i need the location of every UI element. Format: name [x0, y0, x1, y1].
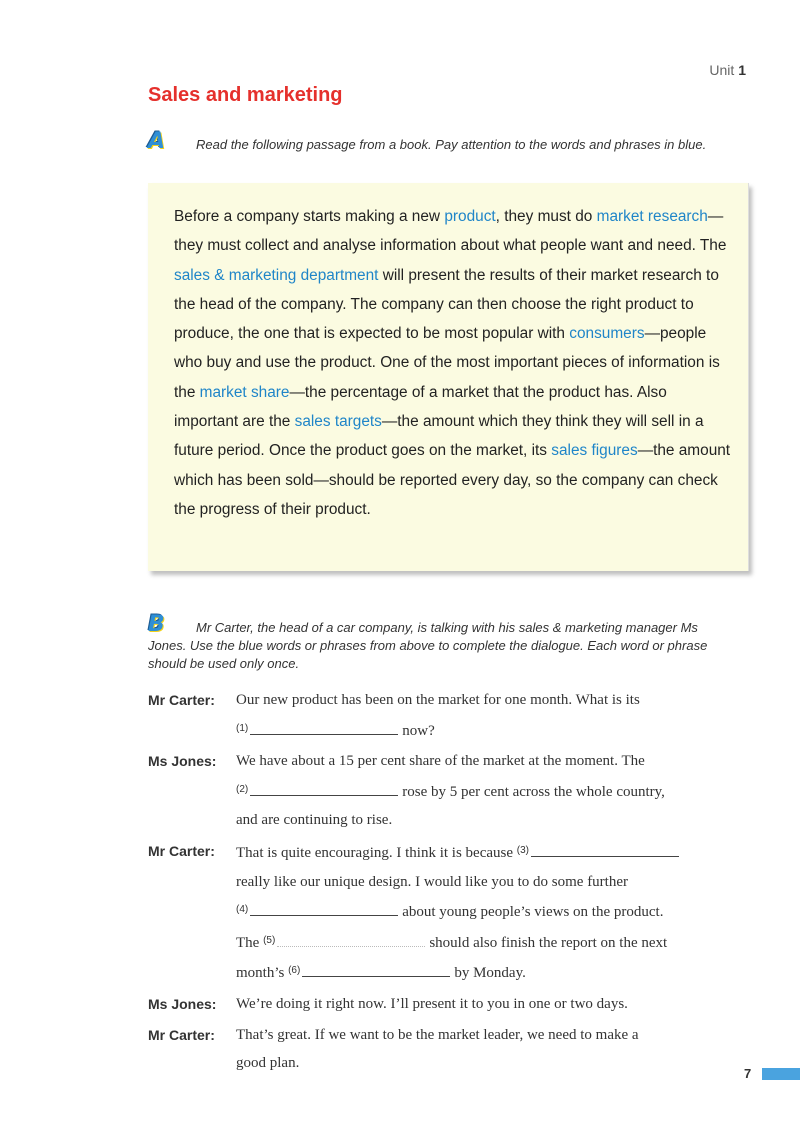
section-b-instruction-text: Mr Carter, the head of a car company, is talking with his sales & marketing manager Ms Jones. Use the blue words or phrases from above to complete the dialogue. Each word or phrase should be used only once.	[148, 620, 708, 671]
keyword-phrase: sales targets	[294, 413, 382, 431]
answer-blank[interactable]	[250, 785, 398, 796]
dialogue-turn	[148, 747, 738, 835]
passage-text: —people who buy and use the product. One of the most important pieces of information is the	[174, 325, 720, 401]
dialogue-text: month’s	[236, 965, 289, 982]
keyword-phrase: consumers	[569, 325, 645, 343]
answer-blank[interactable]	[302, 966, 450, 977]
passage-text: —the percentage of a market that the product has. Also important are the	[174, 383, 667, 431]
speaker-name: Ms Jones:	[148, 753, 217, 770]
dialogue-turn	[148, 1021, 738, 1078]
dialogue-text: rose by 5 per cent across the whole country,	[402, 783, 665, 800]
blank-number: (2)	[236, 783, 249, 795]
keyword-phrase: market research	[596, 208, 708, 225]
answer-blank[interactable]	[250, 905, 398, 916]
dialogue-line	[236, 747, 738, 776]
dialogue-line	[236, 896, 738, 927]
keyword-phrase: sales & marketing department	[174, 266, 379, 284]
dialogue-turn	[148, 837, 738, 988]
section-a-badge: A	[148, 129, 166, 154]
dialogue-turn	[148, 990, 738, 1019]
dialogue-text: The	[236, 934, 264, 951]
dialogue-line	[236, 990, 738, 1019]
reading-passage-box	[148, 183, 749, 571]
page-title: Sales and marketing	[148, 84, 343, 106]
dialogue-line	[236, 1049, 738, 1078]
reading-passage	[174, 202, 734, 524]
passage-text: Before a company starts making a new	[174, 208, 445, 225]
dialogue-line	[236, 837, 738, 868]
blank-number: (6)	[288, 965, 301, 977]
section-a-instruction-text: Read the following passage from a book. Pay attention to the words and phrases in blue.	[196, 137, 707, 152]
dialogue-text: about young people’s views on the product.	[402, 904, 664, 921]
blank-number: (4)	[236, 904, 249, 916]
dialogue-line	[236, 927, 738, 958]
dialogue-text: We’re doing it right now. I’ll present it to you in one or two days.	[236, 995, 628, 1012]
dialogue-text: and are continuing to rise.	[236, 812, 393, 829]
answer-blank[interactable]	[277, 936, 425, 947]
passage-text: —the amount which has been sold—should be reported every day, so the company can check the progress of their product.	[174, 442, 731, 518]
keyword-phrase: sales figures	[551, 442, 638, 460]
dialogue-turn	[148, 686, 738, 745]
passage-text: —they must collect and analyse information about what people want and need. The	[174, 208, 727, 255]
answer-blank[interactable]	[531, 846, 679, 857]
page-number: 7	[744, 1066, 752, 1081]
dialogue-line	[236, 686, 738, 715]
blank-number: (3)	[516, 844, 529, 856]
dialogue-text: That is quite encouraging. I think it is because	[236, 844, 517, 861]
dialogue-text: should also finish the report on the next	[429, 934, 668, 951]
unit-word: Unit	[709, 62, 735, 78]
speaker-name: Ms Jones:	[148, 995, 217, 1012]
dialogue-line	[236, 715, 738, 746]
dialogue-text: Our new product has been on the market for one month. What is its	[236, 692, 640, 708]
section-b-instruction	[148, 612, 728, 673]
keyword-phrase: product	[444, 208, 496, 225]
blank-number: (1)	[236, 722, 249, 734]
dialogue	[148, 686, 738, 1080]
dialogue-line	[236, 1021, 738, 1050]
dialogue-line	[236, 776, 738, 807]
answer-blank[interactable]	[250, 724, 398, 735]
blank-number: (5)	[263, 934, 276, 946]
page-number-bar	[762, 1068, 800, 1080]
dialogue-text: really like our unique design. I would like you to do some further	[236, 873, 628, 890]
dialogue-line	[236, 868, 738, 897]
dialogue-text: now?	[402, 722, 435, 739]
passage-text: will present the results of their market research to the head of the company. The company can then choose the right product to produce, the one that is expected to be most popular with	[174, 266, 719, 343]
speaker-name: Mr Carter:	[148, 692, 215, 708]
section-b-badge: B	[148, 612, 165, 637]
speaker-name: Mr Carter:	[148, 1026, 215, 1043]
passage-text: —the amount which they think they will sell in a future period. Once the product goes on the market, its	[174, 413, 704, 460]
speaker-name: Mr Carter:	[148, 842, 215, 859]
dialogue-text: good plan.	[236, 1055, 300, 1072]
keyword-phrase: market share	[199, 383, 290, 401]
unit-label	[709, 62, 746, 78]
unit-number: 1	[738, 62, 746, 78]
dialogue-line	[236, 957, 738, 988]
dialogue-text: We have about a 15 per cent share of the market at the moment. The	[236, 753, 645, 770]
dialogue-line	[236, 806, 738, 835]
section-a-instruction	[148, 129, 728, 154]
passage-text: , they must do	[495, 208, 597, 225]
dialogue-text: That’s great. If we want to be the market leader, we need to make a	[236, 1026, 639, 1043]
dialogue-text: by Monday.	[454, 965, 526, 982]
